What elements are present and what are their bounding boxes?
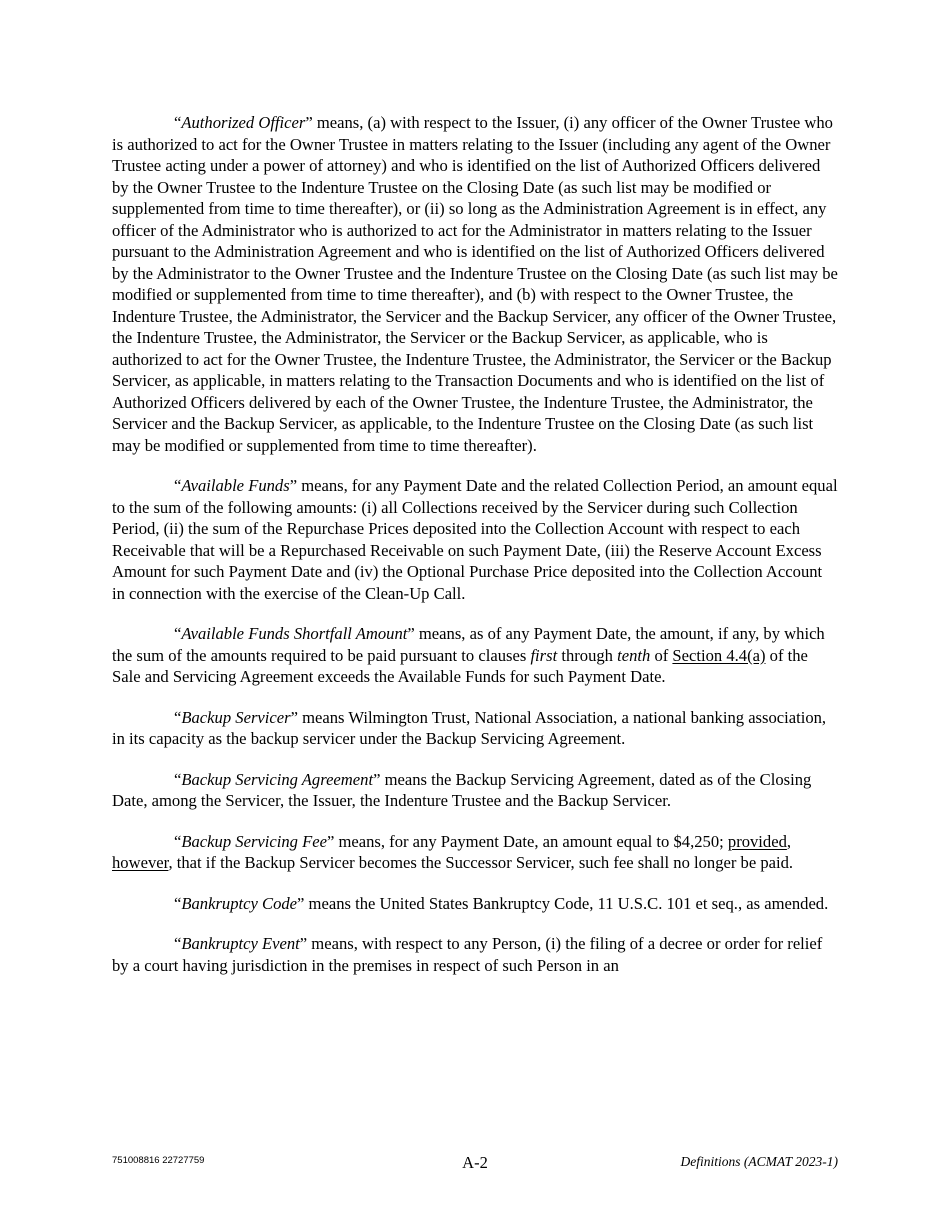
definition-authorized-officer: “Authorized Officer” means, (a) with respect to the Issuer, (i) any officer of the Owner Trustee who is authorized to act for the Owner Trustee in matters relating to the Issuer (including any agent of the Owner Trustee acting under a power of attorney) and who is identified on the list of Authorized Officers delivered by the Owner Trustee to the Indenture Trustee on the Closing Date (as such list may be modified or supplemented from time to time thereafter), or (ii) so long as the Administration Agreement is in effect, any officer of the Administrator who is authorized to act for the Administrator in matters relating to the Issuer pursuant to the Administration Agreement and who is identified on the list of Authorized Officers delivered by the Administrator to the Owner Trustee and the Indenture Trustee on the Closing Date (as such list may be modified or supplemented from time to time thereafter), and (b) with respect to the Owner Trustee, the Indenture Trustee, the Administrator, the Servicer and the Backup Servicer, any officer of the Owner Trustee, the Indenture Trustee, the Administrator, the Servicer or the Backup Servicer, as applicable, who is authorized to act for the Owner Trustee, the Indenture Trustee, the Administrator, the Servicer or the Backup Servicer, as applicable, in matters relating to the Transaction Documents and who is identified on the list of Authorized Officers delivered by each of the Owner Trustee, the Indenture Trustee, the Administrator, the Servicer and the Backup Servicer, as applicable, to the Indenture Trustee on the Closing Date (as such list may be modified or supplemented from time to time thereafter). <box>112 113 838 455</box>
emphasis-tenth: tenth <box>617 645 651 665</box>
underlined-however: however <box>112 853 169 872</box>
definition-available-funds-shortfall-amount: “Available Funds Shortfall Amount” means, as of any Payment Date, the amount, if any, by which the sum of the amounts required to be paid pursuant to clauses first through tenth of Section 4.4(a) of the Sale and Servicing Agreement exceeds the Available Funds for such Payment Date. <box>112 624 825 686</box>
definition-text: ” means, with respect to any Person, (i) the filing of a decree or order for relief by a court having jurisdiction in the premises in respect of such Person in an <box>112 934 823 975</box>
emphasis-first: first <box>530 645 558 665</box>
definition-text: ” means the United States Bankruptcy Code, 11 U.S.C. 101 et seq., as amended. <box>297 893 829 913</box>
definition-backup-servicer: “Backup Servicer” means Wilmington Trust, National Association, a national banking association, in its capacity as the backup servicer under the Backup Servicing Agreement. <box>112 707 827 748</box>
definition-text: ” means Wilmington Trust, National Association, a national banking association, in its capacity as the backup servicer under the Backup Servicing Agreement. <box>112 707 827 748</box>
defined-term: Available Funds <box>181 476 290 495</box>
defined-term: Available Funds Shortfall Amount <box>181 624 408 643</box>
definition-text: ” means the Backup Servicing Agreement, dated as of the Closing Date, among the Servicer, the Issuer, the Indenture Trustee and the Backup Servicer. <box>112 769 812 810</box>
section-reference: Section 4.4(a) <box>672 645 766 665</box>
definition-text: , <box>786 831 792 851</box>
definitions-body <box>112 112 839 995</box>
defined-term: Backup Servicing Fee <box>181 831 327 851</box>
definition-text: through <box>557 645 618 665</box>
footer-document-title: Definitions (ACMAT 2023-1) <box>680 1154 838 1169</box>
definition-backup-servicing-fee: “Backup Servicing Fee” means, for any Payment Date, an amount equal to $4,250; provided, however, that if the Backup Servicer becomes the Successor Servicer, such fee shall no longer be paid. <box>112 831 794 872</box>
definition-text: ” means, for any Payment Date, an amount equal to $4,250; <box>326 831 728 851</box>
footer-document-id: 751008816 22727759 <box>112 1155 205 1166</box>
footer-page-number: A-2 <box>462 1153 488 1172</box>
definition-backup-servicing-agreement: “Backup Servicing Agreement” means the Backup Servicing Agreement, dated as of the Closing Date, among the Servicer, the Issuer, the Indenture Trustee and the Backup Servicer. <box>112 769 812 810</box>
definition-available-funds: “Available Funds” means, for any Payment Date and the related Collection Period, an amount equal to the sum of the following amounts: (i) all Collections received by the Servicer during such Collection Period, (ii) the sum of the Repurchase Prices deposited into the Collection Account with respect to each Receivable that will be a Repurchased Receivable on such Payment Date, (iii) the Reserve Account Excess Amount for such Payment Date and (iv) the Optional Purchase Price deposited into the Collection Account in connection with the exercise of the Clean-Up Call. <box>112 476 838 603</box>
defined-term: Bankruptcy Code <box>181 893 298 913</box>
definition-text: , that if the Backup Servicer becomes the Successor Servicer, such fee shall no longer be paid. <box>168 853 794 872</box>
defined-term: Authorized Officer <box>181 113 306 132</box>
definition-text: ” means, for any Payment Date and the related Collection Period, an amount equal to the sum of the following amounts: (i) all Collections received by the Servicer during such Collection Period, (ii) the sum of the Repurchase Prices deposited into the Collection Account with respect to each Receivable that will be a Repurchased Receivable on such Payment Date, (iii) the Reserve Account Excess Amount for such Payment Date and (iv) the Optional Purchase Price deposited into the Collection Account in connection with the exercise of the Clean-Up Call. <box>112 476 838 603</box>
definition-bankruptcy-event: “Bankruptcy Event” means, with respect to any Person, (i) the filing of a decree or order for relief by a court having jurisdiction in the premises in respect of such Person in an <box>112 934 823 975</box>
definition-bankruptcy-code: “Bankruptcy Code” means the United States Bankruptcy Code, 11 U.S.C. 101 et seq., as amended. <box>174 893 829 913</box>
defined-term: Backup Servicer <box>181 707 291 727</box>
definition-text: of the Sale and Servicing Agreement exceeds the Available Funds for such Payment Date. <box>112 645 808 686</box>
definition-text: of <box>650 645 673 665</box>
defined-term: Backup Servicing Agreement <box>181 769 374 789</box>
definition-text: ” means, (a) with respect to the Issuer, (i) any officer of the Owner Trustee who is authorized to act for the Owner Trustee in matters relating to the Issuer (including any agent of the Owner Trustee acting under a power of attorney) and who is identified on the list of Authorized Officers delivered by the Owner Trustee to the Indenture Trustee on the Closing Date (as such list may be modified or supplemented from time to time thereafter), or (ii) so long as the Administration Agreement is in effect, any officer of the Administrator who is authorized to act for the Administrator in matters relating to the Issuer pursuant to the Administration Agreement and who is identified on the list of Authorized Officers delivered by the Administrator to the Owner Trustee and the Indenture Trustee on the Closing Date (as such list may be modified or supplemented from time to time thereafter), and (b) with respect to the Owner Trustee, the Indenture Trustee, the Administrator, the Servicer and the Backup Servicer, any officer of the Owner Trustee, the Indenture Trustee, the Administrator, the Servicer or the Backup Servicer, as applicable, who is authorized to act for the Owner Trustee, the Indenture Trustee, the Administrator, the Servicer or the Backup Servicer, as applicable, in matters relating to the Transaction Documents and who is identified on the list of Authorized Officers delivered by each of the Owner Trustee, the Indenture Trustee, the Administrator, the Servicer and the Backup Servicer, as applicable, to the Indenture Trustee on the Closing Date (as such list may be modified or supplemented from time to time thereafter). <box>112 113 838 455</box>
definition-text: ” means, as of any Payment Date, the amount, if any, by which the sum of the amounts required to be paid pursuant to clauses <box>112 624 825 665</box>
underlined-provided: provided <box>727 831 787 851</box>
defined-term: Bankruptcy Event <box>181 934 300 953</box>
